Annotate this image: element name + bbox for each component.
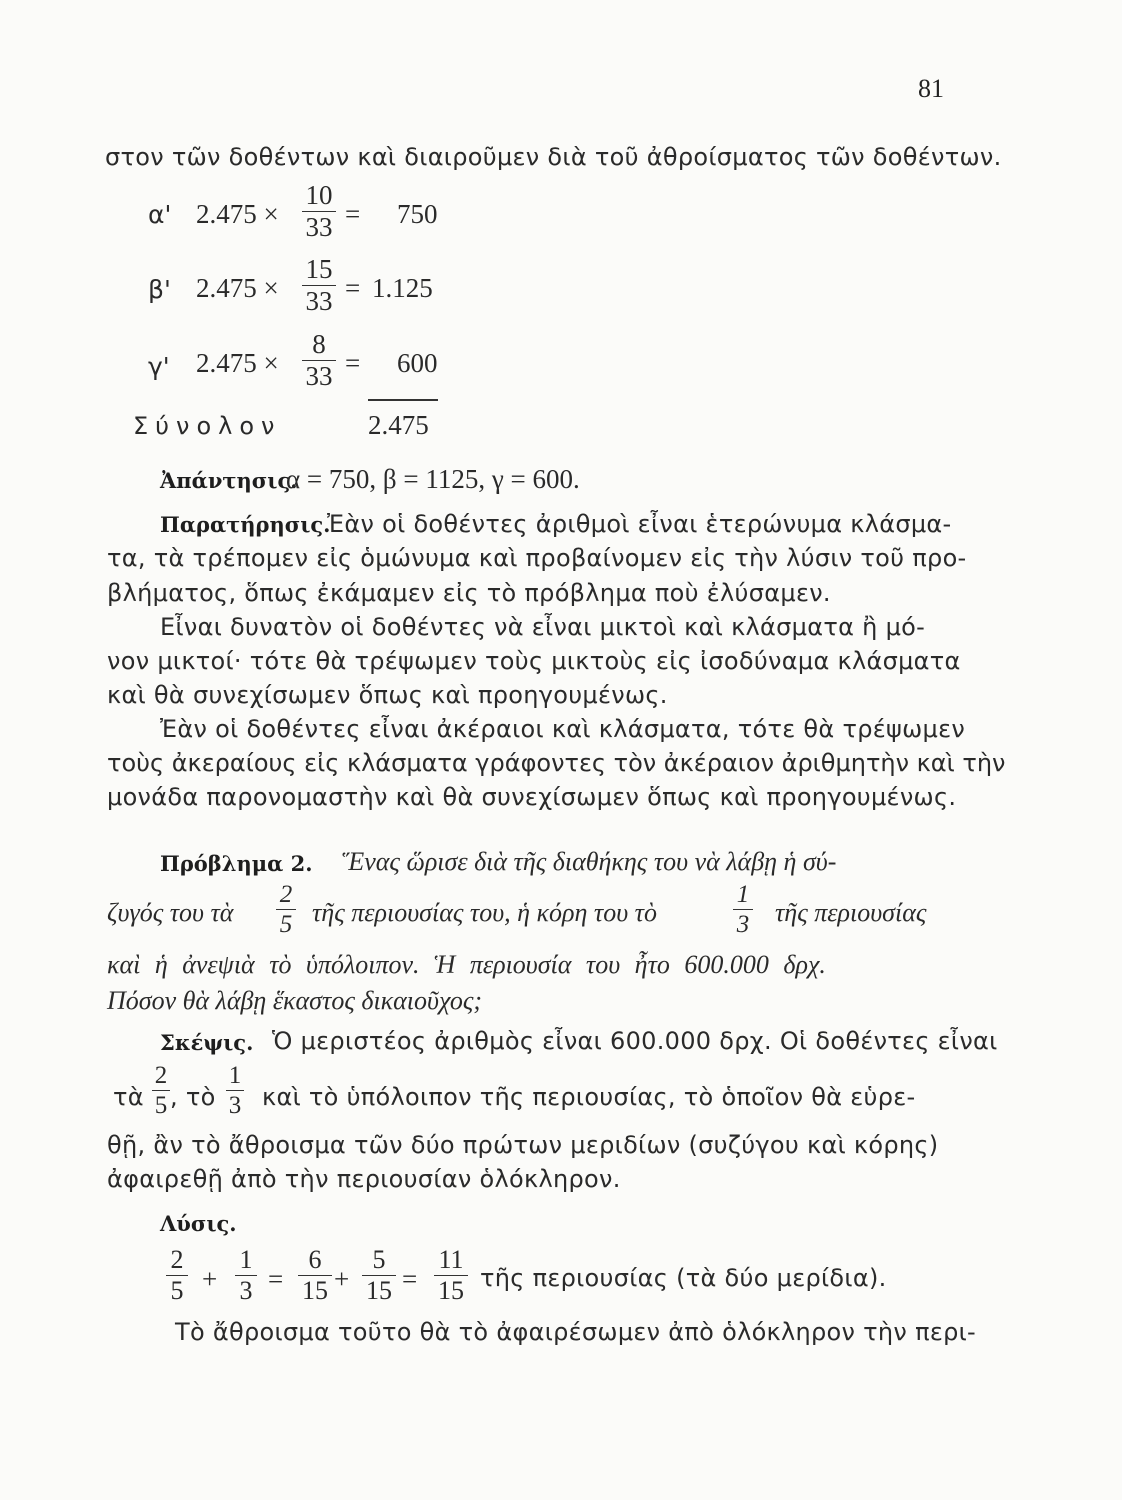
- sum-rule: [368, 399, 438, 401]
- share-result-alpha: 750: [397, 199, 438, 229]
- problem-line-2b: τῆς περιουσίας του, ἡ κόρη του τὸ: [312, 898, 657, 927]
- problem-frac1-num: 2: [279, 881, 293, 908]
- solution-frac-4-num: 5: [372, 1245, 386, 1274]
- solution-frac-5-num: 11: [438, 1245, 464, 1274]
- fraction-bar: [276, 909, 296, 910]
- remark-p3-line-2: τοὺς ἀκεραίους εἰς κλάσματα γράφοντες τὸν ἀκέραιον ἀριθμητὴν καὶ τὴν: [107, 749, 1006, 777]
- remark-p2-line-3: καὶ θὰ συνεχίσωμεν ὅπως καὶ προηγουμένως.: [107, 681, 668, 709]
- solution-frac-2-den: 3: [239, 1276, 253, 1305]
- answer-label: Ἀπάντησις.: [160, 468, 298, 493]
- thought-line-2b: , τὸ: [170, 1083, 216, 1111]
- fraction-bar: [226, 1090, 244, 1091]
- share-den-alpha: 33: [305, 212, 333, 242]
- share-eq-alpha: =: [345, 199, 361, 229]
- answer-text: α = 750, β = 1125, γ = 600.: [286, 464, 580, 494]
- remark-line-1: Ἐὰν οἱ δοθέντες ἀριθμοὶ εἶναι ἑτερώνυμα κλάσμα-: [327, 510, 952, 538]
- remark-line-2: τα, τὰ τρέπομεν εἰς ὁμώνυμα καὶ προβαίνομεν εἰς τὴν λύσιν τοῦ προ-: [107, 544, 967, 572]
- share-num-beta: 15: [305, 254, 333, 284]
- thought-line-2c: καὶ τὸ ὑπόλοιπον τῆς περιουσίας, τὸ ὁποῖον θὰ εὑρε-: [262, 1083, 916, 1111]
- thought-fraction-daughter: [226, 1063, 244, 1118]
- fraction-bar: [733, 909, 753, 910]
- solution-frac-3: [298, 1247, 332, 1304]
- solution-frac-1: [166, 1247, 188, 1304]
- solution-frac-3-den: 15: [302, 1276, 328, 1305]
- share-den-gamma: 33: [305, 361, 333, 391]
- thought-frac1-num: 2: [154, 1062, 168, 1089]
- share-eq-gamma: =: [345, 348, 361, 378]
- share-label-alpha: α': [148, 200, 172, 229]
- problem-line-1: Ἕνας ὥρισε διὰ τῆς διαθήκης του νὰ λάβῃ ἡ σύ-: [342, 847, 837, 876]
- share-mult-alpha: 2.475 ×: [196, 199, 279, 229]
- solution-last-line: Τὸ ἄθροισμα τοῦτο θὰ τὸ ἀφαιρέσωμεν ἀπὸ ὁλόκληρον τὴν περι-: [175, 1318, 977, 1346]
- problem-line-4: Πόσον θὰ λάβῃ ἕκαστος δικαιοῦχος;: [107, 986, 483, 1015]
- solution-plus-1: +: [202, 1264, 218, 1294]
- share-fraction-gamma: [302, 331, 336, 390]
- problem-frac1-den: 5: [279, 911, 293, 938]
- solution-frac-2: [235, 1247, 257, 1304]
- problem-fraction-daughter: [733, 882, 753, 937]
- solution-tail: τῆς περιουσίας (τὰ δύο μερίδια).: [480, 1264, 887, 1292]
- share-eq-beta: =: [345, 273, 361, 303]
- problem-frac2-den: 3: [736, 911, 750, 938]
- remark-p2-line-2: νον μικτοί· τότε θὰ τρέψωμεν τοὺς μικτοὺς εἰς ἰσοδύναμα κλάσματα: [107, 647, 961, 675]
- solution-eq-1: =: [268, 1264, 284, 1294]
- solution-frac-3-num: 6: [308, 1245, 322, 1274]
- problem-frac2-num: 1: [736, 881, 750, 908]
- thought-line-4: ἀφαιρεθῇ ἀπὸ τὴν περιουσίαν ὁλόκληρον.: [107, 1165, 621, 1193]
- problem-line-3: καὶ ἡ ἀνεψιὰ τὸ ὑπόλοιπον. Ἡ περιουσία του ἦτο 600.000 δρχ.: [107, 950, 826, 979]
- solution-plus-2: +: [334, 1264, 350, 1294]
- share-num-gamma: 8: [312, 329, 326, 359]
- thought-frac1-den: 5: [154, 1092, 168, 1119]
- share-label-gamma: γ': [148, 352, 170, 381]
- share-num-alpha: 10: [305, 180, 333, 210]
- solution-frac-4: [362, 1247, 396, 1304]
- share-result-beta: 1.125: [372, 273, 433, 303]
- solution-eq-2: =: [402, 1264, 418, 1294]
- problem-line-2c: τῆς περιουσίας: [775, 898, 927, 927]
- remark-p2-line-1: Εἶναι δυνατὸν οἱ δοθέντες νὰ εἶναι μικτοὶ καὶ κλάσματα ἢ μό-: [160, 613, 926, 641]
- share-label-beta: β': [148, 275, 171, 304]
- share-mult-beta: 2.475 ×: [196, 273, 279, 303]
- page-number: 81: [918, 74, 944, 103]
- remark-line-3: βλήματος, ὅπως ἐκάμαμεν εἰς τὸ πρόβλημα ποὺ ἐλύσαμεν.: [107, 579, 831, 607]
- thought-line-3: θῇ, ἂν τὸ ἄθροισμα τῶν δύο πρώτων μεριδίων (συζύγου καὶ κόρης): [107, 1131, 939, 1159]
- thought-frac2-den: 3: [228, 1092, 242, 1119]
- problem-label: Πρόβλημα 2.: [160, 851, 313, 876]
- total-value: 2.475: [368, 410, 429, 440]
- thought-line-2a: τὰ: [113, 1083, 144, 1111]
- solution-frac-5-den: 15: [438, 1276, 464, 1305]
- thought-line-1: Ὁ μεριστέος ἀριθμὸς εἶναι 600.000 δρχ. Οἱ δοθέντες εἶναι: [272, 1027, 998, 1055]
- share-mult-gamma: 2.475 ×: [196, 348, 279, 378]
- problem-line-2a: ζυγός του τὰ: [107, 898, 234, 927]
- problem-fraction-spouse: [276, 882, 296, 937]
- intro-line: στον τῶν δοθέντων καὶ διαιροῦμεν διὰ τοῦ ἀθροίσματος τῶν δοθέντων.: [105, 143, 1002, 171]
- remark-p3-line-3: μονάδα παρονομαστὴν καὶ θὰ συνεχίσωμεν ὅπως καὶ προηγουμένως.: [107, 783, 957, 811]
- share-den-beta: 33: [305, 286, 333, 316]
- solution-frac-4-den: 15: [366, 1276, 392, 1305]
- share-fraction-alpha: [302, 182, 336, 241]
- share-result-gamma: 600: [397, 348, 438, 378]
- total-label: Σύνολον: [133, 412, 282, 440]
- solution-frac-5: [434, 1247, 468, 1304]
- fraction-bar: [152, 1090, 170, 1091]
- solution-label: Λύσις.: [160, 1211, 237, 1236]
- solution-frac-2-num: 1: [239, 1245, 253, 1274]
- solution-frac-1-num: 2: [170, 1245, 184, 1274]
- remark-p3-line-1: Ἐὰν οἱ δοθέντες εἶναι ἀκέραιοι καὶ κλάσματα, τότε θὰ τρέψωμεν: [160, 715, 966, 743]
- thought-fraction-spouse: [152, 1063, 170, 1118]
- share-fraction-beta: [302, 256, 336, 315]
- solution-frac-1-den: 5: [170, 1276, 184, 1305]
- thought-label: Σκέψις.: [160, 1030, 254, 1055]
- remark-label: Παρατήρησις.: [160, 512, 331, 537]
- thought-frac2-num: 1: [228, 1062, 242, 1089]
